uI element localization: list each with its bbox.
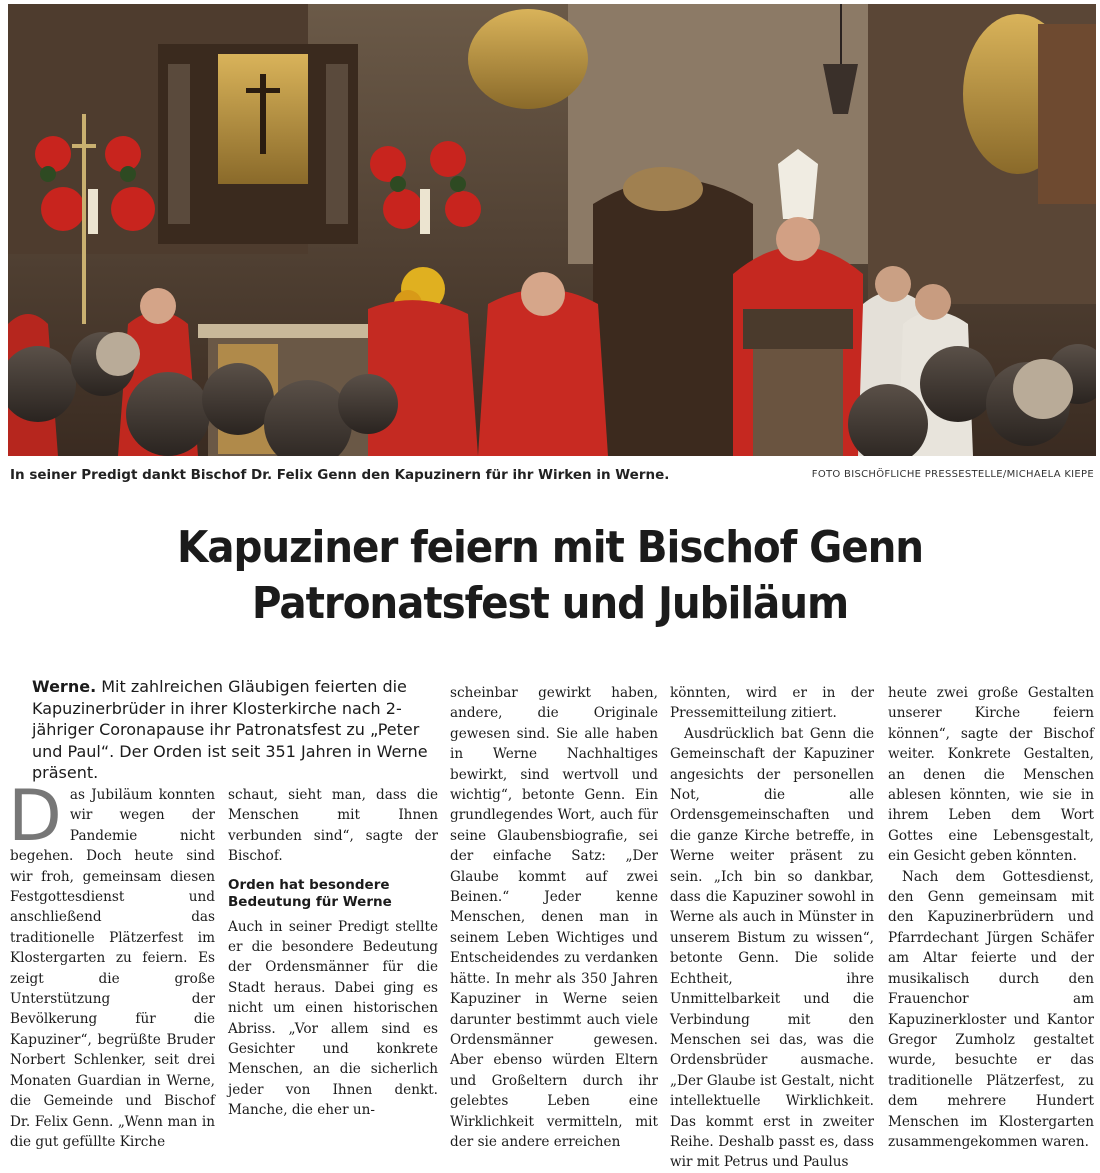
article-subheading: Orden hat besondere Bedeutung für Werne [228,876,392,910]
paragraph: könnten, wird er in der Pressemitteilung zitiert. [670,685,874,722]
article-column-2 [228,785,438,1121]
photo-credit: FOTO BISCHÖFLICHE PRESSESTELLE/MICHAELA KIEPE [811,469,1094,480]
paragraph: schaut, sieht man, dass die Menschen mit Ihnen verbunden sind“, sagte der Bischof. [228,787,438,865]
article-lead [32,676,440,784]
drop-cap: D [8,775,62,857]
article-column-1 [8,775,215,1152]
paragraph: Nach dem Gottesdienst, den Genn gemeinsam mit den Kapuzinerbrüdern und Pfarrdechant Jürgen Schäfer am Altar feierte und der musikalisch durch den Frauenchor am Kapuzinerkloster und Kantor Gregor Zumholz gestaltet wurde, besuchte er das traditionelle Plätzerfest, zu dem mehrere Hundert Menschen im Klostergarten zusammengekommen waren. [888,868,1094,1150]
paragraph: scheinbar gewirkt haben, andere, die Originale gewesen sind. Sie alle haben in Werne Nachhaltiges bewirkt, sind wertvoll und wichtig“, betonte Genn. Ein grundlegendes Wort, auch für seine Glaubensbiografie, sei der einfache Satz: „Der Glaube kommt auf zwei Beinen.“ Jeder kenne Menschen, denen man in seinem Leben Wichtiges und Entscheidendes zu verdanken hätte. In mehr als 350 Jahren Kapuziner in Werne seien darunter bestimmt auch viele Ordensmänner gewesen. Aber ebenso würden Eltern und Großeltern durch ihr gelebtes Leben eine Wirklichkeit vermitteln, mit der sie andere erreichen [450,685,658,1150]
headline-line-1: Kapuziner feiern mit Bischof Genn [176,522,924,573]
article-headline [44,520,1056,632]
paragraph: heute zwei große Gestalten unserer Kirche feiern können“, sagte der Bischof weiter. Konkrete Gestalten, an denen die Menschen ablesen könnten, wie sie in ihrem Leben dem Wort Gottes eine Lebensgestalt, ein Gesicht geben könnten. [888,685,1094,865]
church-interior-photo [8,4,1096,456]
article-column-5 [888,683,1094,1152]
paragraph: Das Jubiläum konnten wir wegen der Pandemie nicht begehen. Doch heute sind wir froh, gemeinsam diesen Festgottesdienst und anschließend das traditionelle Plätzerfest im Klostergarten zu feiern. Es zeigt die große Unterstützung der Bevölkerung für die Kapuziner“, begrüßte Bruder Norbert Schlenker, seit drei Monaten Guardian in Werne, die Gemeinde und Bischof Dr. Felix Genn. „Wenn man in die gut gefüllte Kirche [8,775,215,1150]
paragraph: Auch in seiner Predigt stellte er die besondere Bedeutung der Ordensmänner für die Stadt heraus. Dabei ging es nicht um einen historischen Abriss. „Vor allem sind es Gesichter und konkrete Menschen, an die sicherlich jeder von Ihnen denkt. Manche, die eher un- [228,918,438,1119]
headline-line-2: Patronatsfest und Jubiläum [251,578,849,629]
article-column-3 [450,683,658,1152]
dateline: Werne. [32,677,97,696]
lead-text: Mit zahlreichen Gläubigen feierten die Kapuzinerbrüder in ihrer Klosterkirche nach 2-jähriger Coronapause ihr Patronatsfest zu „Peter und Paul“. Der Orden ist seit 351 Jahren in Werne präsent. [32,677,428,782]
photo-caption: In seiner Predigt dankt Bischof Dr. Felix Genn den Kapuzinern für ihr Wirken in Werne. [10,467,670,483]
photo-caption-row [10,465,1096,487]
article-column-4 [670,683,874,1173]
paragraph: Ausdrücklich bat Genn die Gemeinschaft der Kapuziner angesichts der personellen Not, die alle Ordensgemeinschaften und die ganze Kirche betreffe, in Werne weiter präsent zu sein. „Ich bin so dankbar, dass die Kapuziner sowohl in Werne als auch in Münster in unserem Bistum zu wissen“, betonte Genn. Die solide Echtheit, ihre Unmittelbarkeit und die Verbindung mit den Menschen sei das, was die Ordensbrüder ausmache. „Der Glaube ist Gestalt, nicht intellektuelle Wirklichkeit. Das kommt erst in zweiter Reihe. Deshalb passt es, dass wir mit Petrus und Paulus [670,725,874,1171]
article-photo [8,4,1096,456]
